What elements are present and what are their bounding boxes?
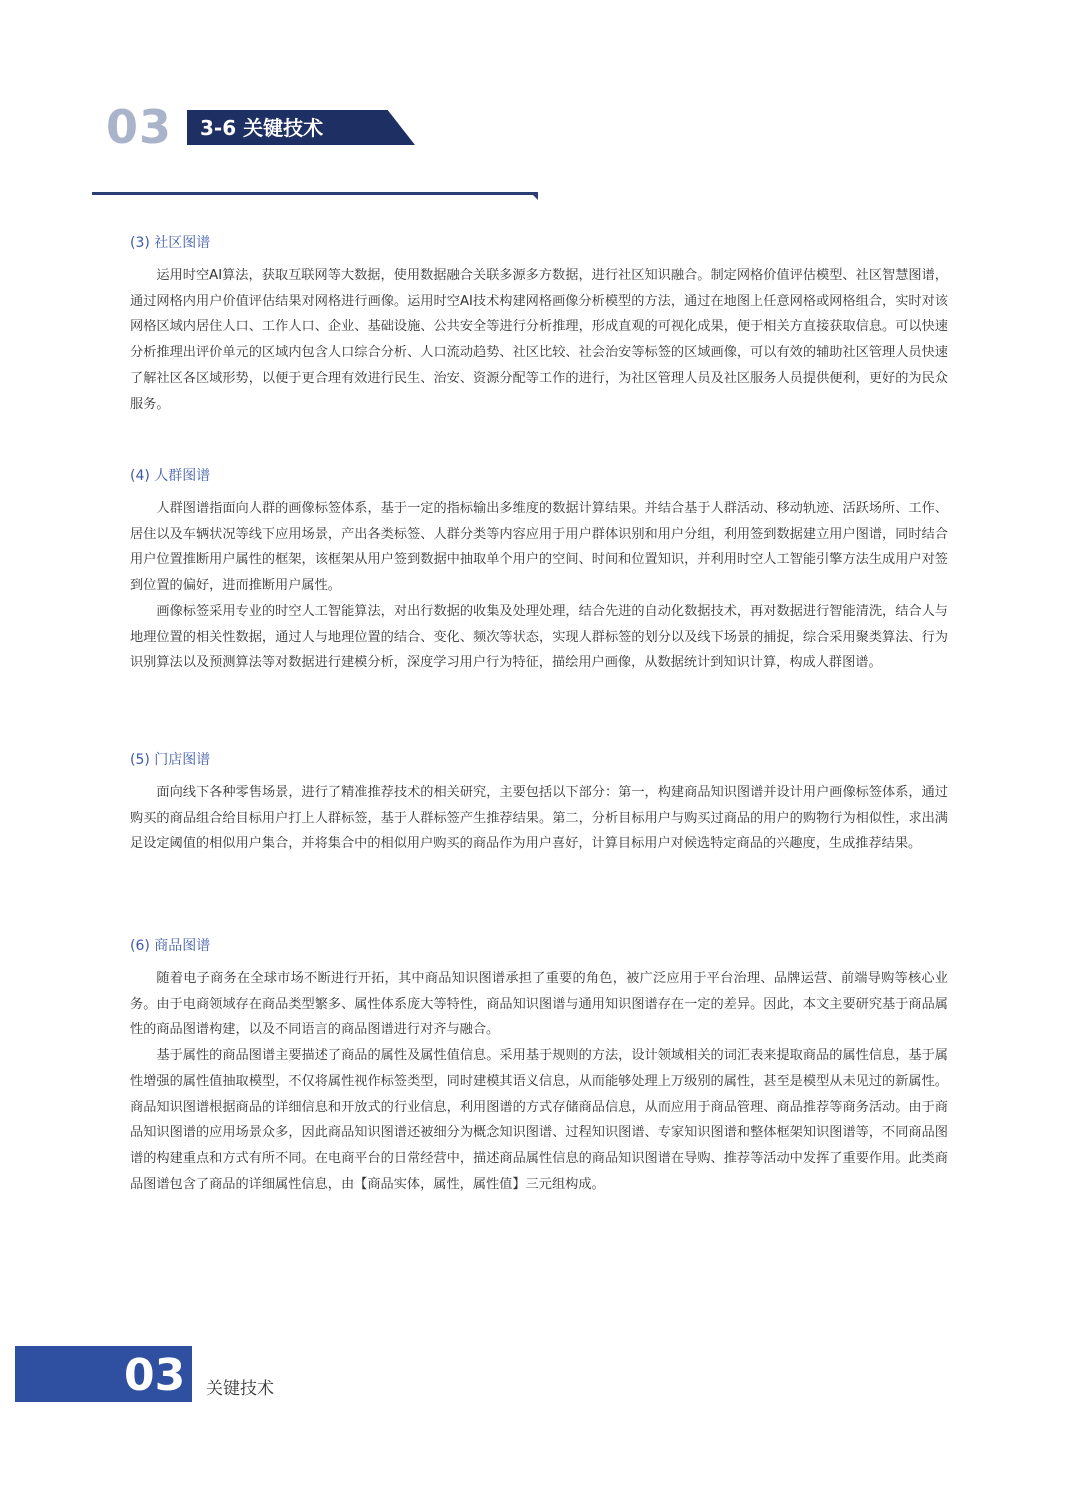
section-heading: (6) 商品图谱 [130, 938, 211, 954]
section-community-graph [130, 233, 948, 417]
section-store-graph [130, 750, 948, 857]
section-title: 3-6 关键技术 [200, 116, 324, 140]
paragraph: 运用时空AI算法，获取互联网等大数据，使用数据融合关联多源多方数据，进行社区知识融合。制定网格价值评估模型、社区智慧图谱，通过网格内用户价值评估结果对网格进行画像。运用时空AI技术构建网格画像分析模型的方法，通过在地图上任意网格或网格组合，实时对该网格区域内居住人口、工作人口、企业、基础设施、公共安全等进行分析推理，形成直观的可视化成果，便于相关方直接获取信息。可以快速分析推理出评价单元的区域内包含人口综合分析、人口流动趋势、社区比较、社会治安等标签的区域画像，可以有效的辅助社区管理人员快速了解社区各区域形势，以便于更合理有效进行民生、治安、资源分配等工作的进行，为社区管理人员及社区服务人员提供便利，更好的为民众服务。 [130, 268, 948, 412]
header-divider-end [530, 192, 538, 200]
section-crowd-graph [130, 466, 948, 676]
paragraph: 随着电子商务在全球市场不断进行开拓，其中商品知识图谱承担了重要的角色，被广泛应用于平台治理、品牌运营、前端导购等核心业务。由于电商领域存在商品类型繁多、属性体系庞大等特性，商品知识图谱与通用知识图谱存在一定的差异。因此，本文主要研究基于商品属性的商品图谱构建，以及不同语言的商品图谱进行对齐与融合。 [130, 971, 948, 1038]
section-product-graph [130, 936, 948, 1197]
header-divider [92, 192, 536, 195]
footer-chapter-label: 关键技术 [206, 1379, 274, 1399]
paragraph: 面向线下各种零售场景，进行了精准推荐技术的相关研究，主要包括以下部分：第一，构建商品知识图谱并设计用户画像标签体系，通过购买的商品组合给目标用户打上人群标签，基于人群标签产生推荐结果。第二，分析目标用户与购买过商品的用户的购物行为相似性，求出满足设定阈值的相似用户集合，并将集合中的相似用户购买的商品作为用户喜好，计算目标用户对候选特定商品的兴趣度，生成推荐结果。 [130, 785, 948, 852]
footer-chapter-number: 03 [124, 1350, 186, 1401]
paragraph: 画像标签采用专业的时空人工智能算法，对出行数据的收集及处理处理，结合先进的自动化数据技术，再对数据进行智能清洗，结合人与地理位置的相关性数据，通过人与地理位置的结合、变化、频次等状态，实现人群标签的划分以及线下场景的捕捉，综合采用聚类算法、行为识别算法以及预测算法等对数据进行建模分析，深度学习用户行为特征，描绘用户画像，从数据统计到知识计算，构成人群图谱。 [130, 603, 948, 671]
section-heading: (3) 社区图谱 [130, 235, 211, 251]
section-heading: (4) 人群图谱 [130, 468, 211, 484]
chapter-number: 03 [106, 100, 173, 154]
section-heading: (5) 门店图谱 [130, 752, 211, 768]
paragraph: 人群图谱指面向人群的画像标签体系，基于一定的指标输出多维度的数据计算结果。并结合基于人群活动、移动轨迹、活跃场所、工作、居住以及车辆状况等线下应用场景，产出各类标签、人群分类等内容应用于用户群体识别和用户分组，利用签到数据建立用户图谱，同时结合用户位置推断用户属性的框架，该框架从用户签到数据中抽取单个用户的空间、时间和位置知识，并利用时空人工智能引擎方法生成用户对签到位置的偏好，进而推断用户属性。 [130, 501, 948, 594]
paragraph: 基于属性的商品图谱主要描述了商品的属性及属性值信息。采用基于规则的方法，设计领域相关的词汇表来提取商品的属性信息，基于属性增强的属性值抽取模型，不仅将属性视作标签类型，同时建模其语义信息，从而能够处理上万级别的属性，甚至是模型从未见过的新属性。商品知识图谱根据商品的详细信息和开放式的行业信息，利用图谱的方式存储商品信息，从而应用于商品管理、商品推荐等商务活动。由于商品知识图谱的应用场景众多，因此商品知识图谱还被细分为概念知识图谱、过程知识图谱、专家知识图谱和整体框架知识图谱等，不同商品图谱的构建重点和方式有所不同。在电商平台的日常经营中，描述商品属性信息的商品知识图谱在导购、推荐等活动中发挥了重要作用。此类商品图谱包含了商品的详细属性信息，由【商品实体，属性，属性值】三元组构成。 [130, 1048, 948, 1192]
